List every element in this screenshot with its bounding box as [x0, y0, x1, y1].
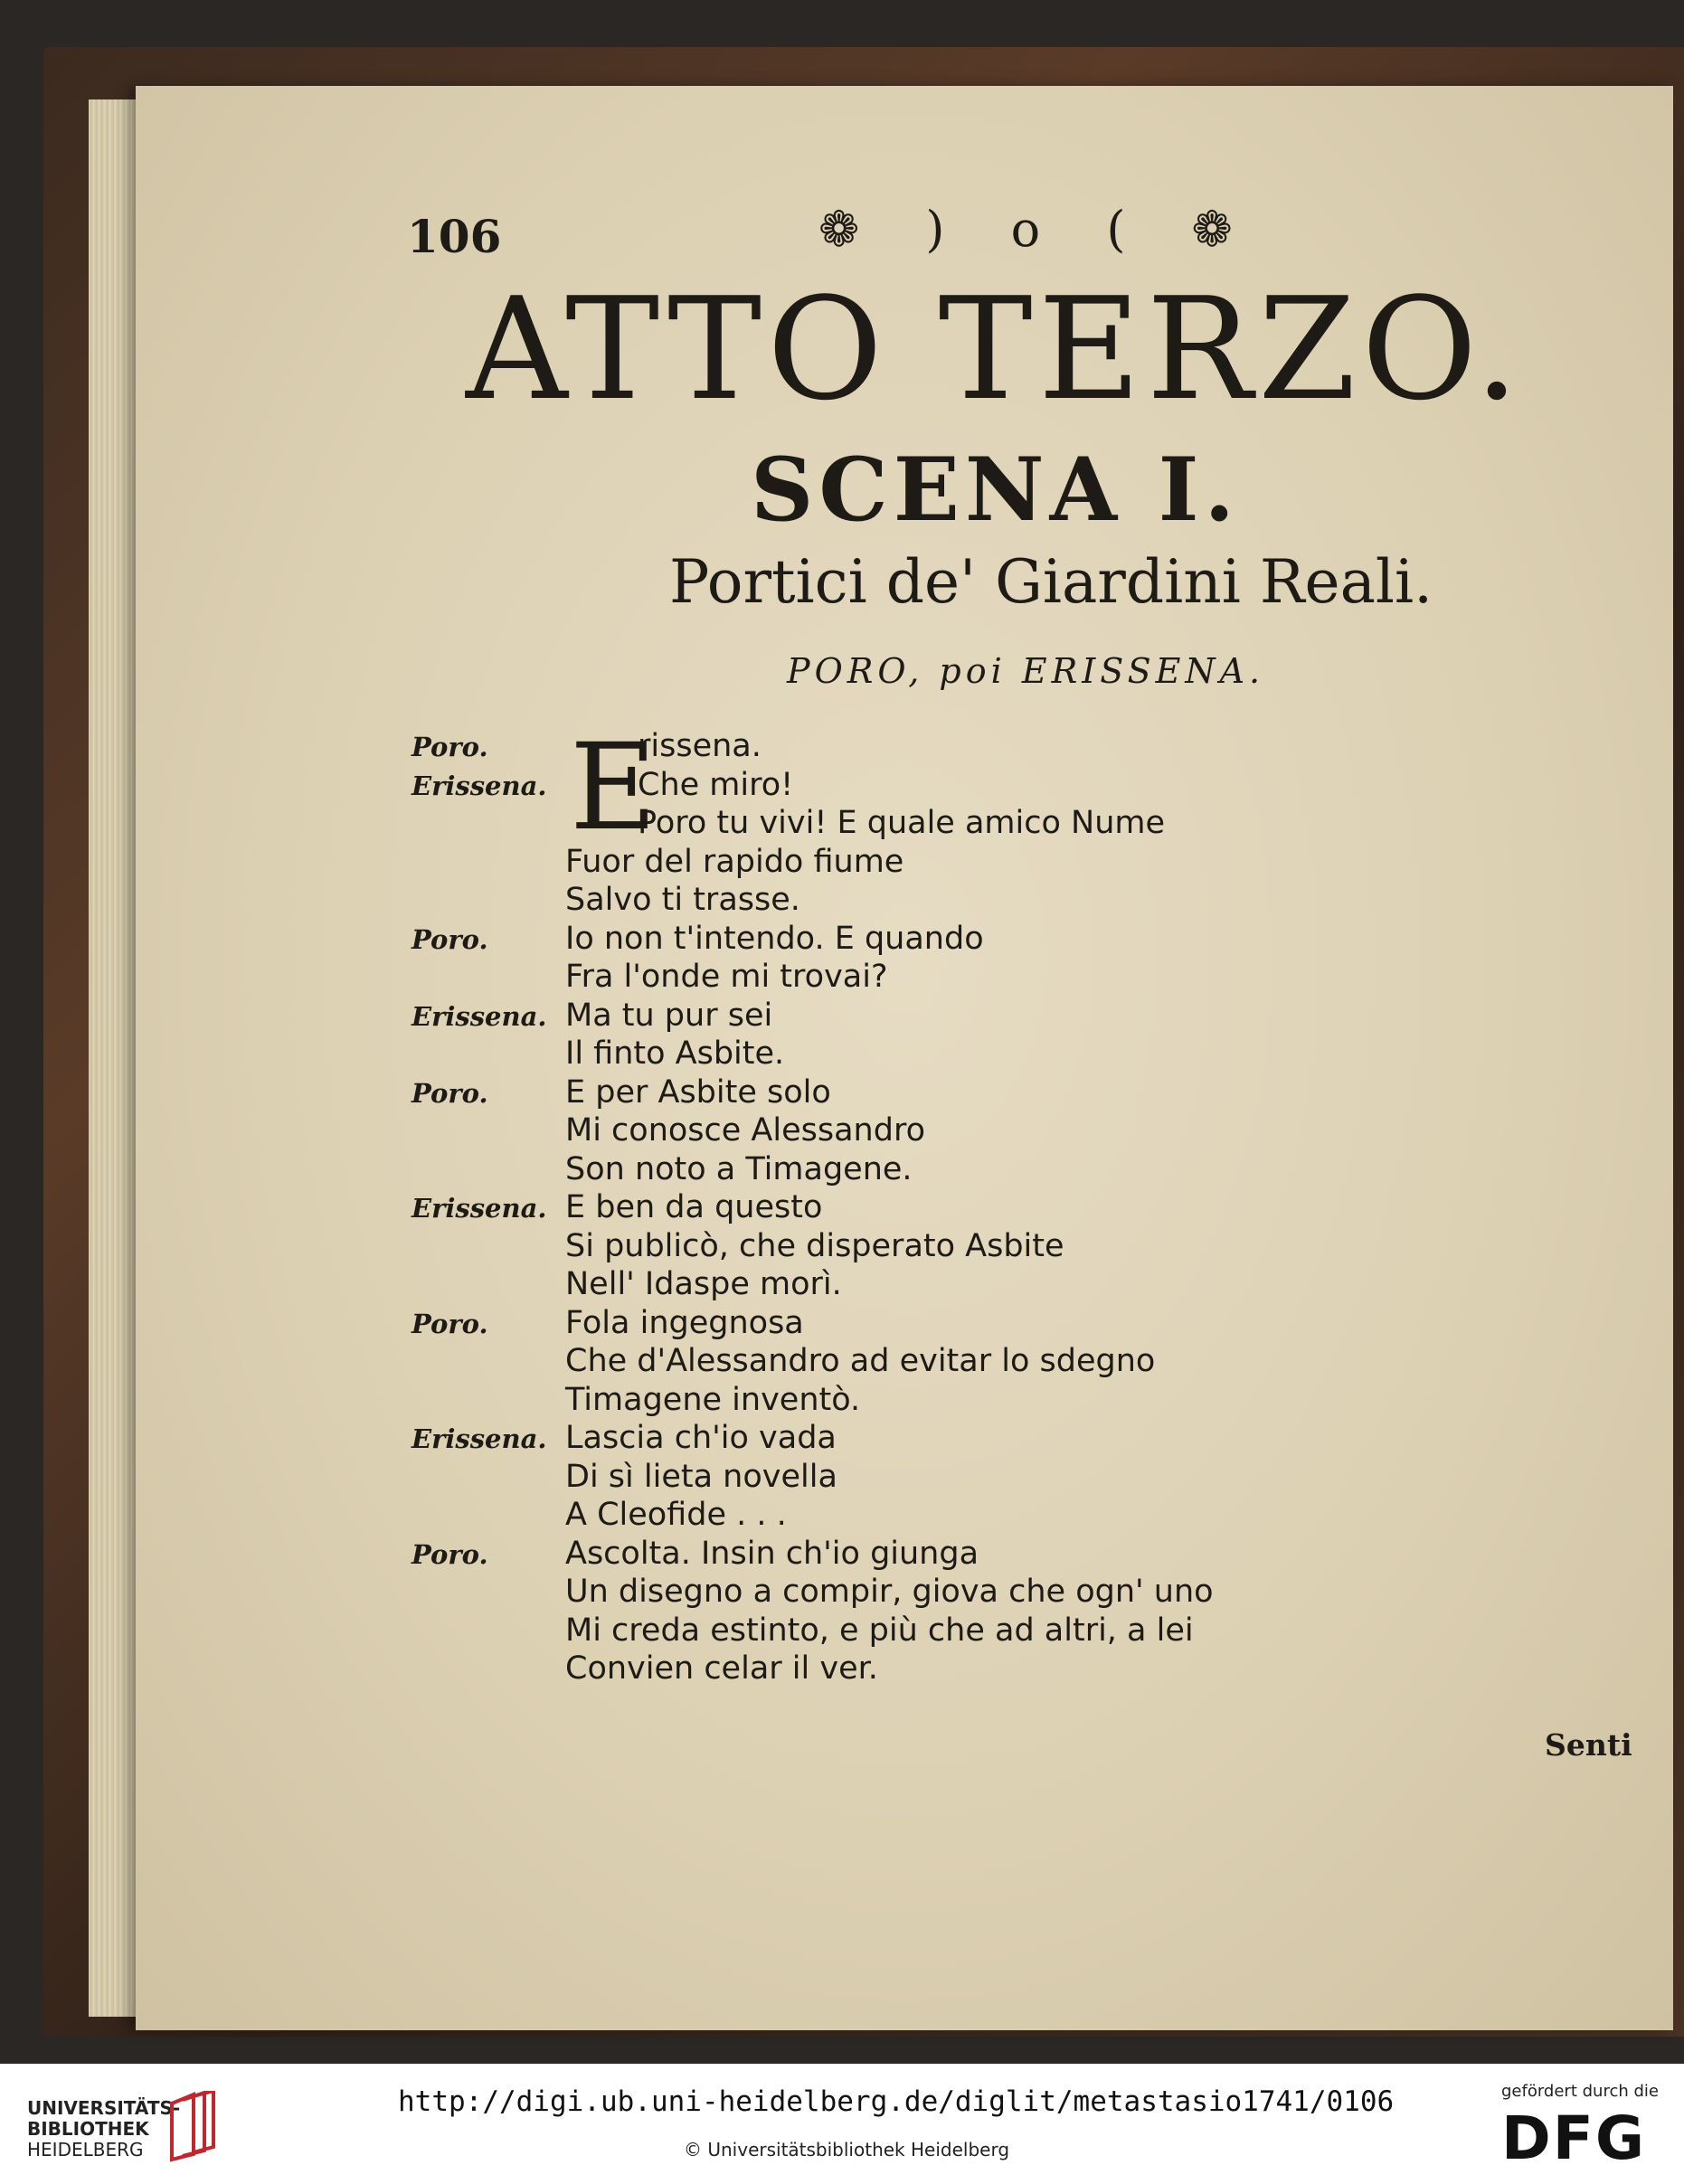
footer-bar: [0, 2064, 1684, 2184]
library-name-line3: HEIDELBERG: [27, 2139, 144, 2160]
dialogue-line: Fola ingegnosa: [565, 1304, 804, 1341]
speaker-label: Poro.: [412, 923, 488, 955]
dialogue-line: Mi creda estinto, e più che ad altri, a lei: [565, 1612, 1194, 1649]
speaker-label: Poro.: [412, 1077, 488, 1109]
library-logo-icon[interactable]: [166, 2091, 217, 2163]
copyright-notice: © Universitätsbibliothek Heidelberg: [684, 2139, 1010, 2160]
funding-label: gefördert durch die: [1501, 2082, 1659, 2101]
speaker-label: Erissena.: [412, 1000, 547, 1032]
dialogue-line: Ma tu pur sei: [565, 997, 773, 1034]
dialogue-line: Di sì lieta novella: [565, 1458, 837, 1495]
dialogue-line: Son noto a Timagene.: [565, 1150, 913, 1187]
scene-title: SCENA I.: [751, 439, 1240, 541]
dialogue-line: Che d'Alessandro ad evitar lo sdegno: [565, 1343, 1156, 1379]
speaker-label: Erissena.: [412, 770, 547, 801]
page-number: 106: [407, 210, 502, 263]
speaker-label: Erissena.: [412, 1423, 547, 1454]
speaker-label: Erissena.: [412, 1193, 547, 1224]
header-ornament: ❁ ) o ( ❁: [818, 201, 1258, 258]
dialogue-line: A Cleofide . . .: [565, 1497, 787, 1533]
speaker-label: Poro.: [412, 732, 488, 762]
dialogue-line: Timagene inventò.: [565, 1381, 861, 1418]
dialogue-line: Salvo ti trasse.: [565, 882, 800, 918]
dialogue-line: Lascia ch'io vada: [565, 1420, 837, 1456]
dialogue-line: Si publicò, che disperato Asbite: [565, 1227, 1064, 1264]
dialogue-line: rissena.: [638, 728, 762, 764]
scene-characters: PORO, poi ERISSENA.: [787, 651, 1265, 691]
speaker-label: Poro.: [412, 1538, 488, 1570]
dialogue-line: Io non t'intendo. E quando: [565, 920, 984, 957]
speaker-label: Poro.: [412, 1308, 488, 1339]
library-name-line1: UNIVERSITÄTS-: [27, 2097, 181, 2119]
library-logo-text[interactable]: [27, 2098, 180, 2160]
dialogue-line: Il finto Asbite.: [565, 1035, 785, 1072]
dialogue-line: Convien celar il ver.: [565, 1650, 878, 1687]
scene-setting: Portici de' Giardini Reali.: [669, 547, 1433, 617]
catchword: Senti: [1545, 1727, 1632, 1763]
dialogue-line: Poro tu vivi! E quale amico Nume: [638, 805, 1166, 841]
permalink-url[interactable]: http://digi.ub.uni-heidelberg.de/diglit/metastasio1741/0106: [398, 2085, 1395, 2118]
drop-cap: E: [570, 718, 658, 857]
dialogue-line: Che miro!: [638, 766, 794, 803]
dfg-logo[interactable]: DFG: [1501, 2104, 1647, 2173]
dialogue-line: E per Asbite solo: [565, 1073, 831, 1111]
dialogue-line: Un disegno a compir, giova che ogn' uno: [565, 1574, 1214, 1610]
dialogue-line: E ben da questo: [565, 1189, 823, 1225]
dialogue-line: Nell' Idaspe morì.: [565, 1266, 842, 1302]
act-title: ATTO TERZO.: [466, 267, 1525, 431]
dialogue-line: Fuor del rapido fiume: [565, 843, 904, 880]
library-name-line2: BIBLIOTHEK: [27, 2118, 149, 2140]
dialogue-line: Fra l'onde mi trovai?: [565, 959, 888, 995]
dialogue-line: Ascolta. Insin ch'io giunga: [565, 1535, 979, 1572]
dialogue-line: Mi conosce Alessandro: [565, 1112, 925, 1149]
